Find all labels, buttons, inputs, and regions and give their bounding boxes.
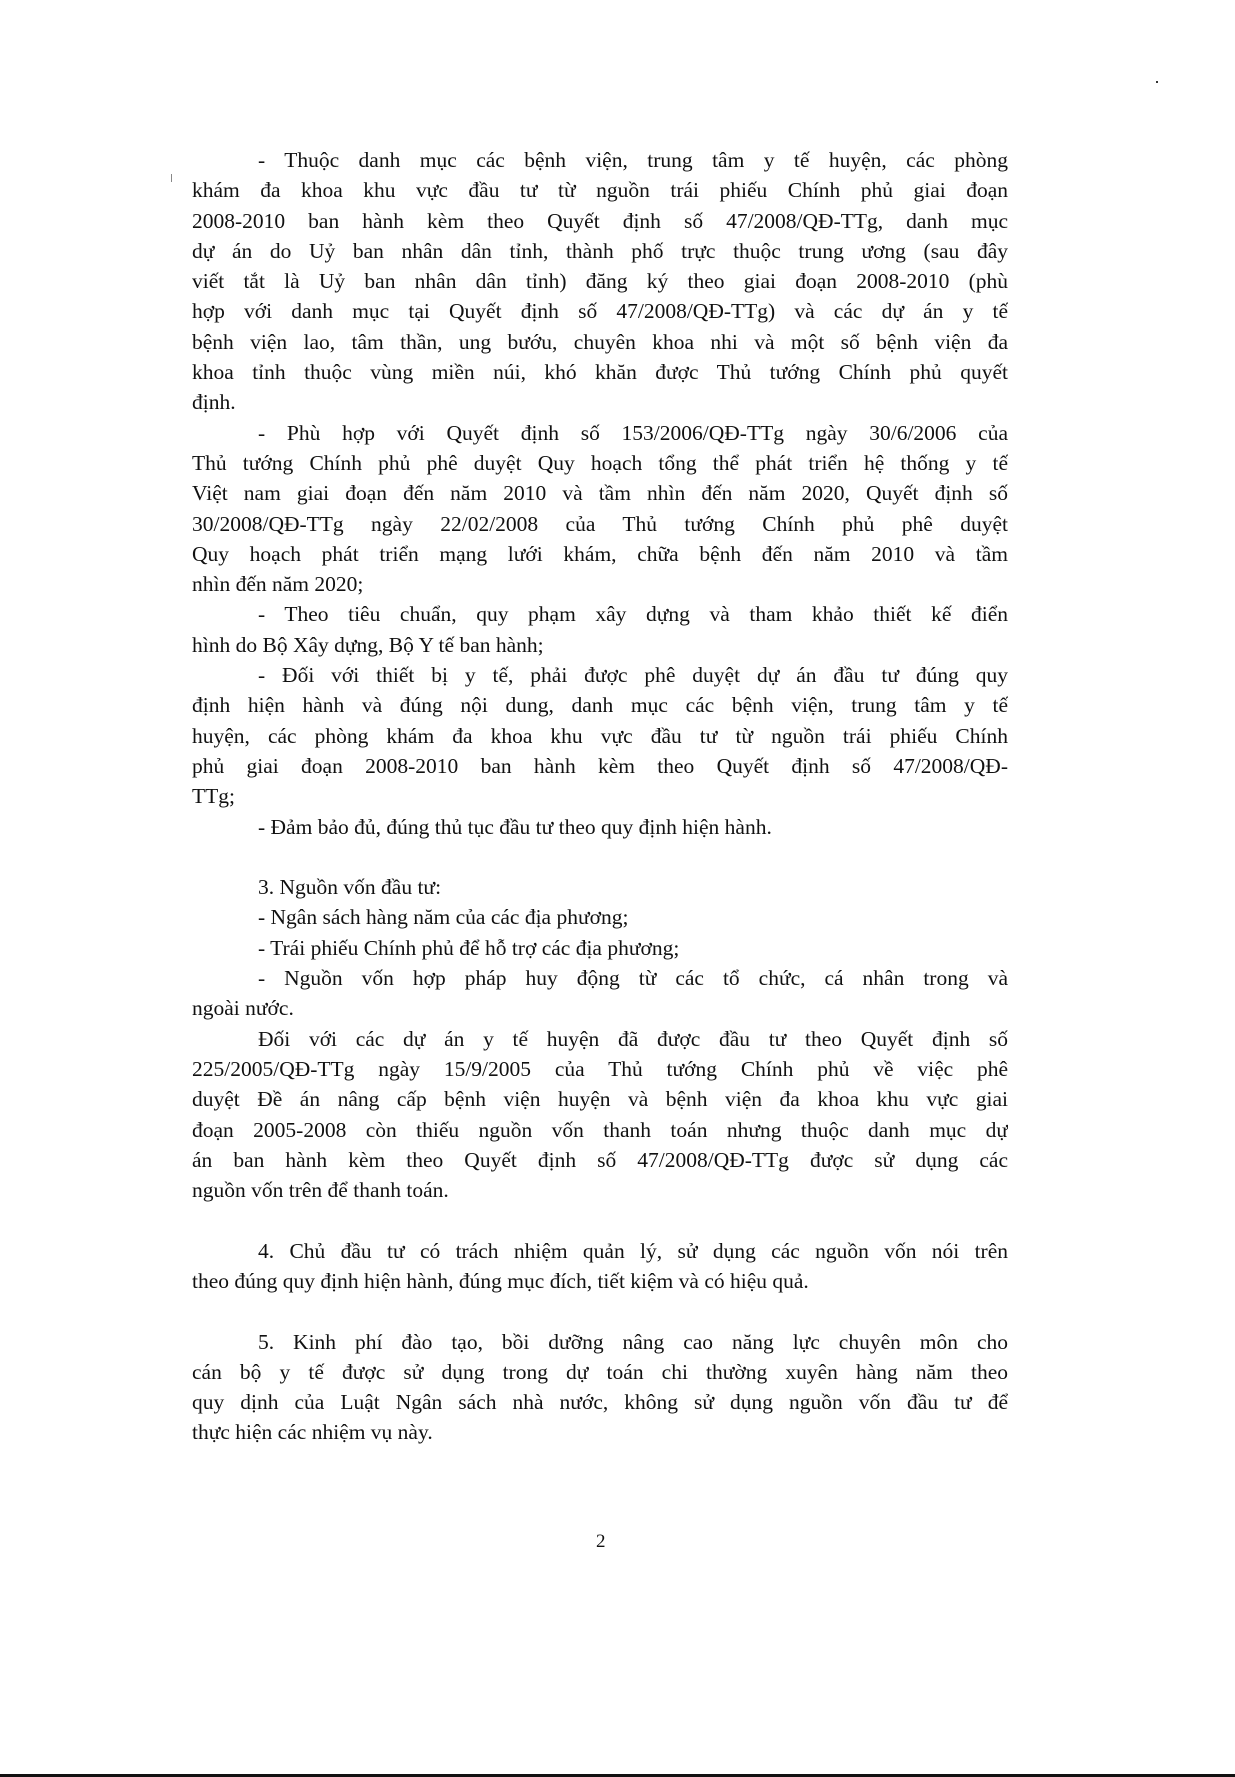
paragraph	[192, 1024, 1008, 1206]
text-line: - Theo tiêu chuẩn, quy phạm xây dựng và tham khảo thiết kế điển	[258, 602, 1008, 627]
text-line: hình do Bộ Xây dựng, Bộ Y tế ban hành;	[192, 632, 544, 657]
text-line: nhìn đến năm 2020;	[192, 572, 364, 597]
text-line: định.	[192, 390, 236, 415]
text-line: 3. Nguồn vốn đầu tư:	[258, 875, 442, 900]
text-line: hợp với danh mục tại Quyết định số 47/2008/QĐ-TTg) và các dự án y tế	[192, 299, 1008, 324]
text-line: huyện, các phòng khám đa khoa khu vực đầu tư từ nguồn trái phiếu Chính	[192, 723, 1008, 748]
paragraph-spacer	[192, 1205, 1008, 1235]
paragraph	[192, 660, 1008, 811]
text-line: - Trái phiếu Chính phủ để hỗ trợ các địa phương;	[258, 935, 680, 960]
text-line: phủ giai đoạn 2008-2010 ban hành kèm theo Quyết định số 47/2008/QĐ-	[192, 753, 1008, 778]
text-line: khoa tỉnh thuộc vùng miền núi, khó khăn được Thủ tướng Chính phủ quyết	[192, 360, 1008, 385]
text-line: án ban hành kèm theo Quyết định số 47/2008/QĐ-TTg được sử dụng các	[192, 1147, 1008, 1172]
text-line: Việt nam giai đoạn đến năm 2010 và tầm nhìn đến năm 2020, Quyết định số	[192, 481, 1008, 506]
text-line: viết tắt là Uỷ ban nhân dân tỉnh) đăng ký theo giai đoạn 2008-2010 (phù	[192, 269, 1008, 294]
text-line: duyệt Đề án nâng cấp bệnh viện huyện và bệnh viện đa khoa khu vực giai	[192, 1087, 1008, 1112]
text-line: - Phù hợp với Quyết định số 153/2006/QĐ-TTg ngày 30/6/2006 của	[258, 420, 1008, 445]
page-number: 2	[596, 1531, 606, 1552]
text-line: theo đúng quy định hiện hành, đúng mục đích, tiết kiệm và có hiệu quả.	[192, 1268, 809, 1293]
paragraph	[192, 145, 1008, 418]
paragraph	[192, 872, 1008, 902]
text-line: Thủ tướng Chính phủ phê duyệt Quy hoạch tổng thể phát triển hệ thống y tế	[192, 450, 1008, 475]
text-line: định hiện hành và đúng nội dung, danh mục các bệnh viện, trung tâm y tế	[192, 693, 1008, 718]
paragraph	[192, 902, 1008, 932]
text-line: - Thuộc danh mục các bệnh viện, trung tâm y tế huyện, các phòng	[258, 148, 1008, 172]
paragraph	[192, 1236, 1008, 1297]
paragraph	[192, 1327, 1008, 1448]
text-line: dự án do Uỷ ban nhân dân tỉnh, thành phố trực thuộc trung ương (sau đây	[192, 238, 1008, 263]
paragraph	[192, 599, 1008, 660]
text-line: khám đa khoa khu vực đầu tư từ nguồn trái phiếu Chính phủ giai đoạn	[192, 178, 1008, 203]
text-line: Đối với các dự án y tế huyện đã được đầu tư theo Quyết định số	[258, 1026, 1008, 1051]
text-line: 225/2005/QĐ-TTg ngày 15/9/2005 của Thủ tướng Chính phủ về việc phê	[192, 1056, 1008, 1081]
paragraph-spacer	[192, 1296, 1008, 1326]
text-line: 5. Kinh phí đào tạo, bồi dưỡng nâng cao năng lực chuyên môn cho	[258, 1329, 1008, 1354]
text-line: 2008-2010 ban hành kèm theo Quyết định số 47/2008/QĐ-TTg, danh mục	[192, 208, 1008, 233]
text-line: nguồn vốn trên để thanh toán.	[192, 1178, 449, 1203]
text-line: 4. Chủ đầu tư có trách nhiệm quản lý, sử dụng các nguồn vốn nói trên	[258, 1238, 1008, 1263]
text-line: - Đối với thiết bị y tế, phải được phê duyệt dự án đầu tư đúng quy	[258, 663, 1008, 688]
text-line: bệnh viện lao, tâm thần, ung bướu, chuyên khoa nhi và một số bệnh viện đa	[192, 329, 1008, 354]
document-body	[192, 145, 1008, 1448]
text-line: TTg;	[192, 784, 235, 809]
text-line: đoạn 2005-2008 còn thiếu nguồn vốn thanh toán nhưng thuộc danh mục dự	[192, 1117, 1008, 1142]
text-line: Quy hoạch phát triển mạng lưới khám, chữa bệnh đến năm 2010 và tầm	[192, 541, 1008, 566]
text-line: - Nguồn vốn hợp pháp huy động từ các tổ chức, cá nhân trong và	[258, 966, 1008, 991]
text-line: quy dịnh của Luật Ngân sách nhà nước, không sử dụng nguồn vốn đầu tư để	[192, 1390, 1008, 1415]
text-line: thực hiện các nhiệm vụ này.	[192, 1420, 433, 1445]
text-line: 30/2008/QĐ-TTg ngày 22/02/2008 của Thủ tướng Chính phủ phê duyệt	[192, 511, 1008, 536]
text-line: - Ngân sách hàng năm của các địa phương;	[258, 905, 629, 930]
paragraph	[192, 812, 1008, 842]
paragraph	[192, 933, 1008, 963]
paragraph	[192, 418, 1008, 600]
text-line: ngoài nước.	[192, 996, 294, 1021]
paragraph-spacer	[192, 842, 1008, 872]
scan-mark	[171, 174, 172, 182]
paragraph	[192, 963, 1008, 1024]
scan-speck	[1156, 81, 1158, 83]
text-line: - Đảm bảo đủ, đúng thủ tục đầu tư theo quy định hiện hành.	[258, 814, 772, 839]
text-line: cán bộ y tế được sử dụng trong dự toán chi thường xuyên hàng năm theo	[192, 1359, 1008, 1384]
